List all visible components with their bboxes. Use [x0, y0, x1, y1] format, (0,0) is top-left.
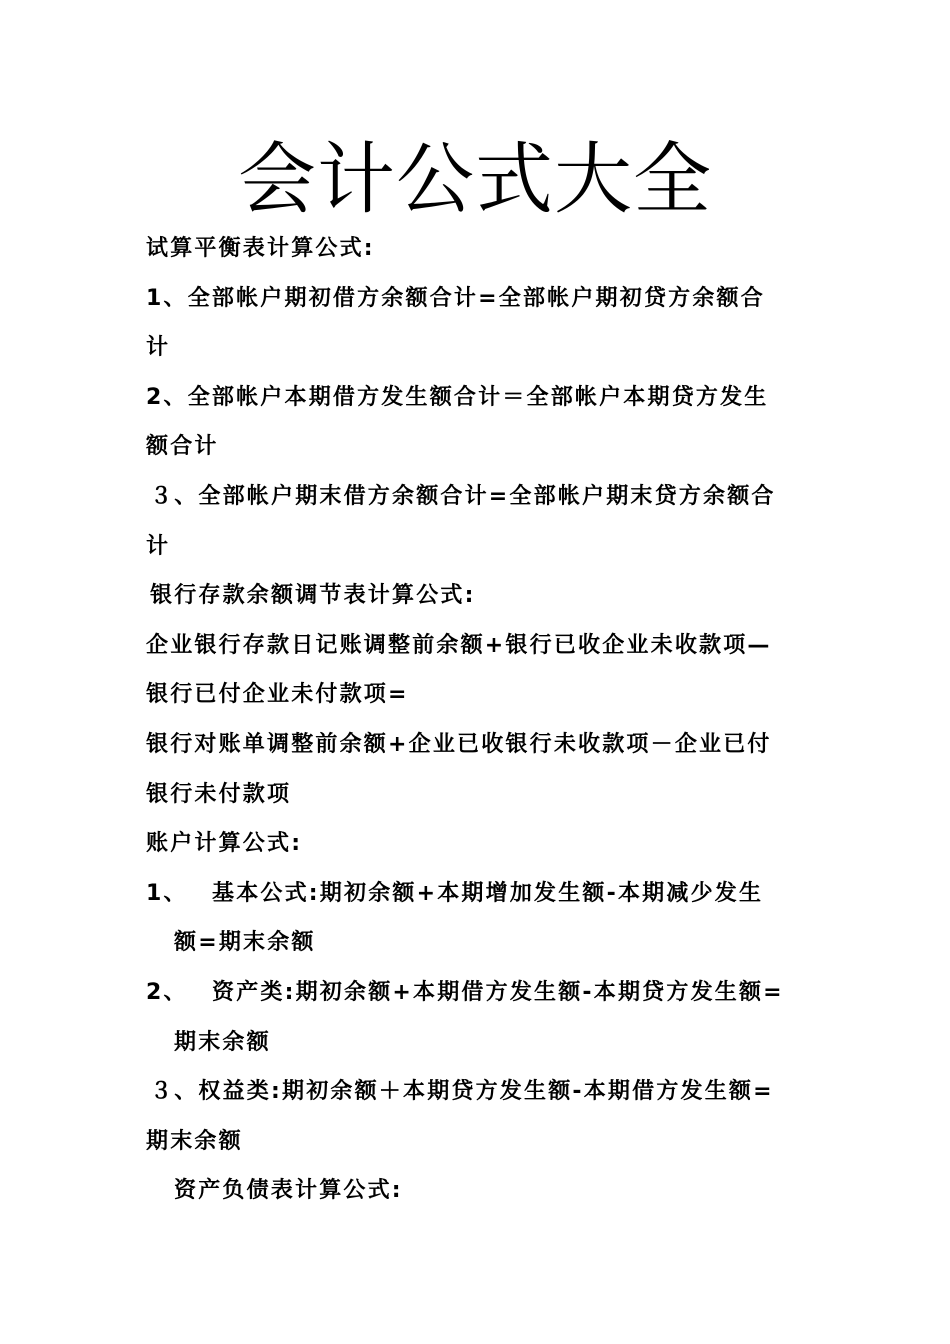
account-item-3-line-1: ３、权益类:期初余额＋本期贷方发生额-本期借方发生额= — [150, 1079, 774, 1105]
page-title: 会计公式大全 — [237, 135, 712, 225]
account-item-2-line-2: 期末余额 — [174, 1029, 271, 1055]
bank-reconciliation-line-1: 企业银行存款日记账调整前余额+银行已收企业未收款项— — [146, 632, 772, 658]
account-item-3-line-2: 期末余额 — [146, 1128, 243, 1154]
trial-balance-item-3-line-2: 计 — [146, 533, 171, 559]
account-item-2-text: 资产类:期初余额+本期借方发生额-本期贷方发生额= — [212, 979, 784, 1005]
account-item-1-line-2: 额=期末余额 — [174, 930, 316, 956]
bank-reconciliation-line-4: 银行未付款项 — [146, 781, 292, 807]
bank-reconciliation-line-3: 银行对账单调整前余额+企业已收银行未收款项－企业已付 — [146, 731, 772, 757]
trial-balance-item-1-line-1: 1、全部帐户期初借方余额合计=全部帐户期初贷方余额合 — [146, 285, 765, 311]
account-item-2-number: 2、 — [146, 979, 188, 1005]
account-item-1-number: 1、 — [146, 880, 188, 906]
trial-balance-item-3-line-1: ３、全部帐户期末借方余额合计=全部帐户期末贷方余额合 — [150, 483, 776, 509]
account-item-2-line-1 — [146, 968, 808, 1018]
section-heading-balance-sheet: 资产负债表计算公式: — [174, 1178, 403, 1204]
section-heading-bank-reconciliation: 银行存款余额调节表计算公式: — [150, 583, 476, 609]
trial-balance-item-2-line-1: 2、全部帐户本期借方发生额合计＝全部帐户本期贷方发生 — [146, 384, 769, 410]
section-heading-account: 账户计算公式: — [146, 831, 303, 857]
trial-balance-item-1-line-2: 计 — [146, 335, 171, 361]
trial-balance-item-2-line-2: 额合计 — [146, 434, 219, 460]
section-heading-trial-balance: 试算平衡表计算公式: — [146, 236, 375, 261]
account-item-1-line-1 — [146, 869, 808, 919]
document-body — [146, 224, 808, 1216]
bank-reconciliation-line-2: 银行已付企业未付款项= — [146, 682, 409, 708]
account-item-1-text: 基本公式:期初余额+本期增加发生额-本期减少发生 — [212, 880, 764, 906]
